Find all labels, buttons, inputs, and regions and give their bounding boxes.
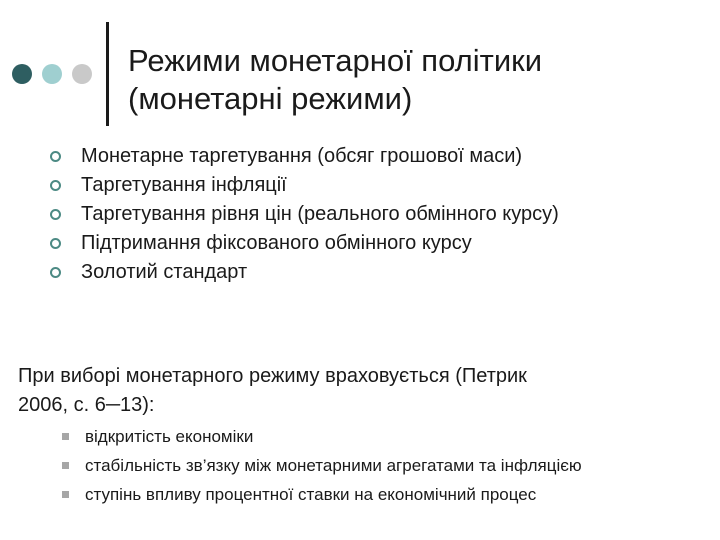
list-item-text: Золотий стандарт bbox=[81, 261, 248, 283]
list-item bbox=[50, 200, 559, 229]
decorative-dots bbox=[12, 64, 92, 84]
list-item bbox=[50, 229, 559, 258]
title-divider-line bbox=[106, 22, 109, 126]
list-item bbox=[50, 258, 559, 287]
list-item-text: Підтримання фіксованого обмінного курсу bbox=[81, 232, 472, 254]
sub-list-item-text: ступінь впливу процентної ставки на економічний процес bbox=[85, 484, 537, 504]
list-item bbox=[50, 171, 559, 200]
ring-bullet-icon bbox=[50, 267, 61, 278]
dot-gray bbox=[72, 64, 92, 84]
ring-bullet-icon bbox=[50, 238, 61, 249]
list-item-text: Таргетування інфляції bbox=[81, 174, 287, 196]
selection-note bbox=[18, 362, 698, 420]
slide-title-line-2: (монетарні режими) bbox=[128, 81, 413, 116]
sub-list-item bbox=[62, 451, 582, 480]
ring-bullet-icon bbox=[50, 151, 61, 162]
square-bullet-icon bbox=[62, 491, 69, 498]
sub-list-item-text: відкритість економіки bbox=[85, 426, 254, 446]
criteria-list bbox=[62, 422, 582, 509]
list-item-text: Монетарне таргетування (обсяг грошової маси) bbox=[81, 145, 523, 167]
square-bullet-icon bbox=[62, 433, 69, 440]
dot-dark bbox=[12, 64, 32, 84]
sub-list-item bbox=[62, 480, 582, 509]
selection-note-line-2: 2006, с. 6─13): bbox=[18, 394, 155, 416]
sub-list-item-text: стабільність зв’язку між монетарними агрегатами та інфляцією bbox=[85, 455, 582, 475]
dot-light-teal bbox=[42, 64, 62, 84]
list-item bbox=[50, 142, 559, 171]
list-item-text: Таргетування рівня цін (реального обмінного курсу) bbox=[81, 203, 559, 225]
slide-title bbox=[128, 42, 542, 118]
sub-list-item bbox=[62, 422, 582, 451]
slide-title-line-1: Режими монетарної політики bbox=[128, 43, 543, 78]
selection-note-line-1: При виборі монетарного режиму враховується (Петрик bbox=[18, 365, 527, 387]
regime-list bbox=[50, 142, 559, 287]
ring-bullet-icon bbox=[50, 180, 61, 191]
square-bullet-icon bbox=[62, 462, 69, 469]
ring-bullet-icon bbox=[50, 209, 61, 220]
